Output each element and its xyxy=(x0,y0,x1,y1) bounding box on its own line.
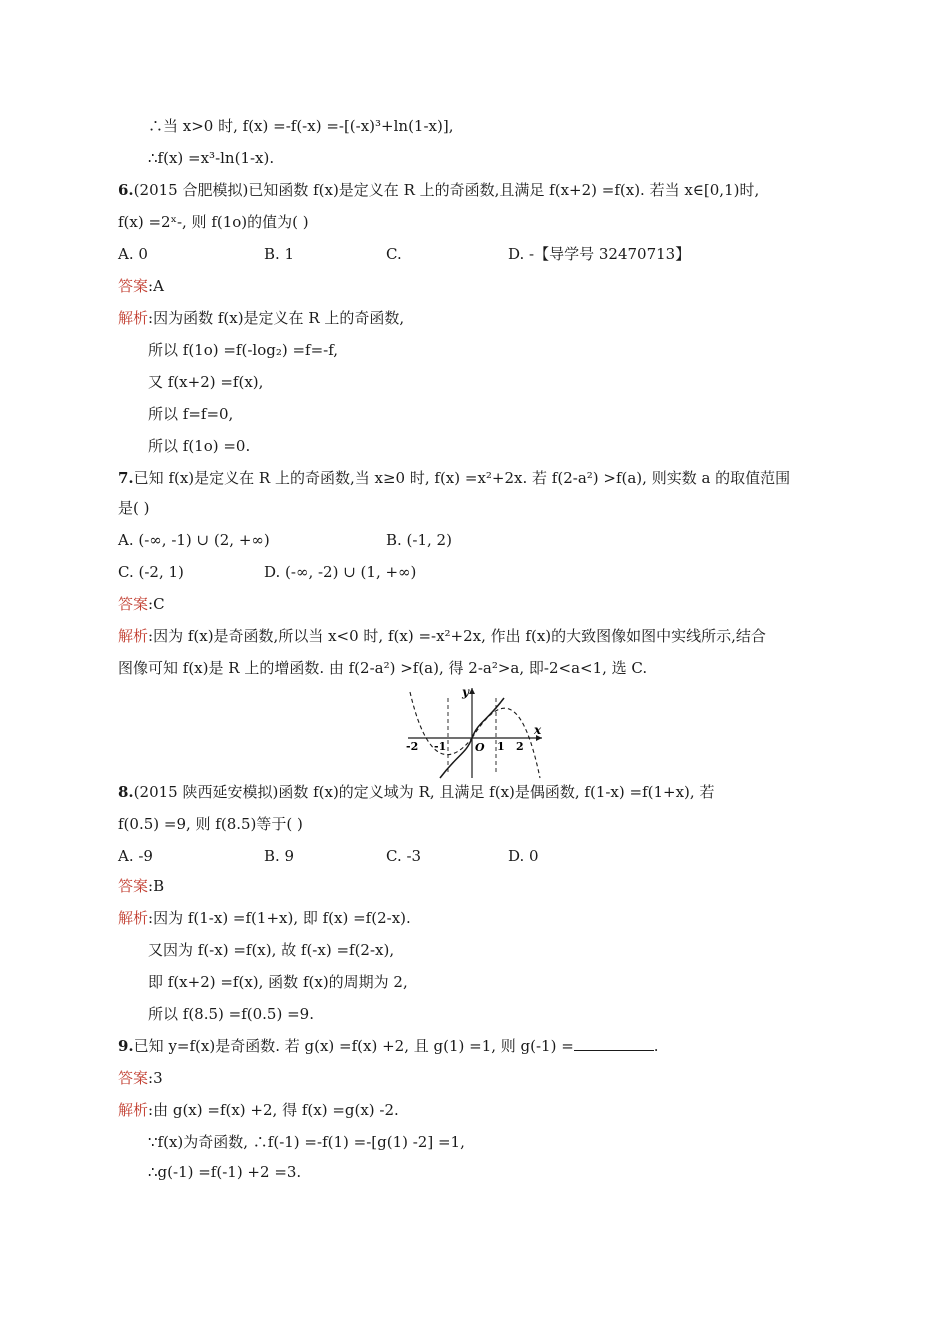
answer xyxy=(118,276,164,296)
question-number: 7. xyxy=(118,469,134,487)
answer-label: 答案 xyxy=(118,877,149,895)
question-tail: . xyxy=(653,1037,659,1055)
analysis-line: 又因为 f(-x) =f(x), 故 f(-x) =f(2-x), xyxy=(148,941,395,959)
tick-label: -2 xyxy=(406,740,419,753)
tick-label: -1 xyxy=(434,740,447,753)
answer xyxy=(118,1068,163,1088)
analysis-line: ∵f(x)为奇函数, ∴f(-1) =-f(1) =-[g(1) -2] =1, xyxy=(148,1133,465,1151)
question-text: f(0.5) =9, 则 f(8.5)等于( ) xyxy=(118,815,303,833)
analysis-line: 即 f(x+2) =f(x), 函数 f(x)的周期为 2, xyxy=(148,973,408,991)
analysis-line: :因为 f(1-x) =f(1+x), 即 f(x) =f(2-x). xyxy=(148,909,411,927)
analysis-label: 解析 xyxy=(118,909,149,927)
text-line: ∴当 x>0 时, f(x) =-f(-x) =-[(-x)³+ln(1-x)], xyxy=(148,117,454,135)
y-label: y xyxy=(462,685,469,699)
question-number: 8. xyxy=(118,783,134,801)
question-number: 6. xyxy=(118,181,134,199)
question-text: 已知 f(x)是定义在 R 上的奇函数,当 x≥0 时, f(x) =x²+2x. 若 f(2-a²) >f(a), 则实数 a 的取值范围 xyxy=(133,469,791,487)
question-text: (2015 合肥模拟)已知函数 f(x)是定义在 R 上的奇函数,且满足 f(x+2) =f(x). 若当 x∈[0,1)时, xyxy=(133,181,760,199)
option-b: B. 1 xyxy=(264,245,295,263)
function-graph xyxy=(400,684,550,780)
answer-value: :3 xyxy=(148,1069,163,1087)
option-c: C. xyxy=(386,245,402,263)
analysis-line: 所以 f=f=0, xyxy=(148,405,234,423)
answer-label: 答案 xyxy=(118,595,149,613)
question-text: f(x) =2ˣ-, 则 f(1o)的值为( ) xyxy=(118,213,309,231)
question-text: (2015 陕西延安模拟)函数 f(x)的定义域为 R, 且满足 f(x)是偶函数, f(1-x) =f(1+x), 若 xyxy=(133,783,715,801)
y-axis-arrow xyxy=(469,688,475,694)
option-a: A. 0 xyxy=(118,245,148,263)
option-a: A. (-∞, -1) ∪ (2, +∞) xyxy=(118,531,270,549)
analysis-line: :因为 f(x)是奇函数,所以当 x<0 时, f(x) =-x²+2x, 作出 f(x)的大致图像如图中实线所示,结合 xyxy=(148,627,766,645)
option-b: B. (-1, 2) xyxy=(386,531,452,549)
answer-value: :B xyxy=(148,877,165,895)
question-6 xyxy=(118,180,759,200)
option-d: D. 0 xyxy=(508,847,539,865)
answer-value: :C xyxy=(148,595,165,613)
answer-label: 答案 xyxy=(118,277,149,295)
question-7 xyxy=(118,468,790,488)
analysis-label: 解析 xyxy=(118,309,149,327)
question-number: 9. xyxy=(118,1037,134,1055)
analysis-line: 所以 f(1o) =f(-log₂) =f=-f, xyxy=(148,341,339,359)
answer xyxy=(118,876,164,896)
option-d: D. (-∞, -2) ∪ (1, +∞) xyxy=(264,563,417,581)
question-8 xyxy=(118,782,714,802)
text-line: ∴f(x) =x³-ln(1-x). xyxy=(148,149,275,167)
tick-label: 2 xyxy=(516,740,524,753)
analysis-line: 图像可知 f(x)是 R 上的增函数. 由 f(2-a²) >f(a), 得 2-a²>a, 即-2<a<1, 选 C. xyxy=(118,659,648,677)
analysis-line: 所以 f(8.5) =f(0.5) =9. xyxy=(148,1005,314,1023)
answer-label: 答案 xyxy=(118,1069,149,1087)
analysis-line: 所以 f(1o) =0. xyxy=(148,437,251,455)
analysis-line: :由 g(x) =f(x) +2, 得 f(x) =g(x) -2. xyxy=(148,1101,399,1119)
option-c: C. -3 xyxy=(386,847,422,865)
answer xyxy=(118,594,165,614)
analysis-label: 解析 xyxy=(118,627,149,645)
question-text: 已知 y=f(x)是奇函数. 若 g(x) =f(x) +2, 且 g(1) =1, 则 g(-1) = xyxy=(133,1037,574,1055)
analysis-line: :因为函数 f(x)是定义在 R 上的奇函数, xyxy=(148,309,405,327)
option-c: C. (-2, 1) xyxy=(118,563,184,581)
analysis xyxy=(118,908,411,928)
question-9 xyxy=(118,1036,659,1056)
answer-blank[interactable] xyxy=(574,1036,654,1051)
analysis-label: 解析 xyxy=(118,1101,149,1119)
x-label: x xyxy=(534,723,542,737)
origin-label: O xyxy=(475,741,485,754)
option-b: B. 9 xyxy=(264,847,295,865)
analysis xyxy=(118,626,766,646)
analysis-line: ∴g(-1) =f(-1) +2 =3. xyxy=(148,1163,302,1181)
analysis xyxy=(118,308,404,328)
option-d: D. -【导学号 32470713】 xyxy=(508,245,691,263)
tick-label: 1 xyxy=(497,740,505,753)
answer-value: :A xyxy=(148,277,164,295)
analysis xyxy=(118,1100,399,1120)
question-text: 是( ) xyxy=(118,499,150,517)
analysis-line: 又 f(x+2) =f(x), xyxy=(148,373,264,391)
option-a: A. -9 xyxy=(118,847,153,865)
